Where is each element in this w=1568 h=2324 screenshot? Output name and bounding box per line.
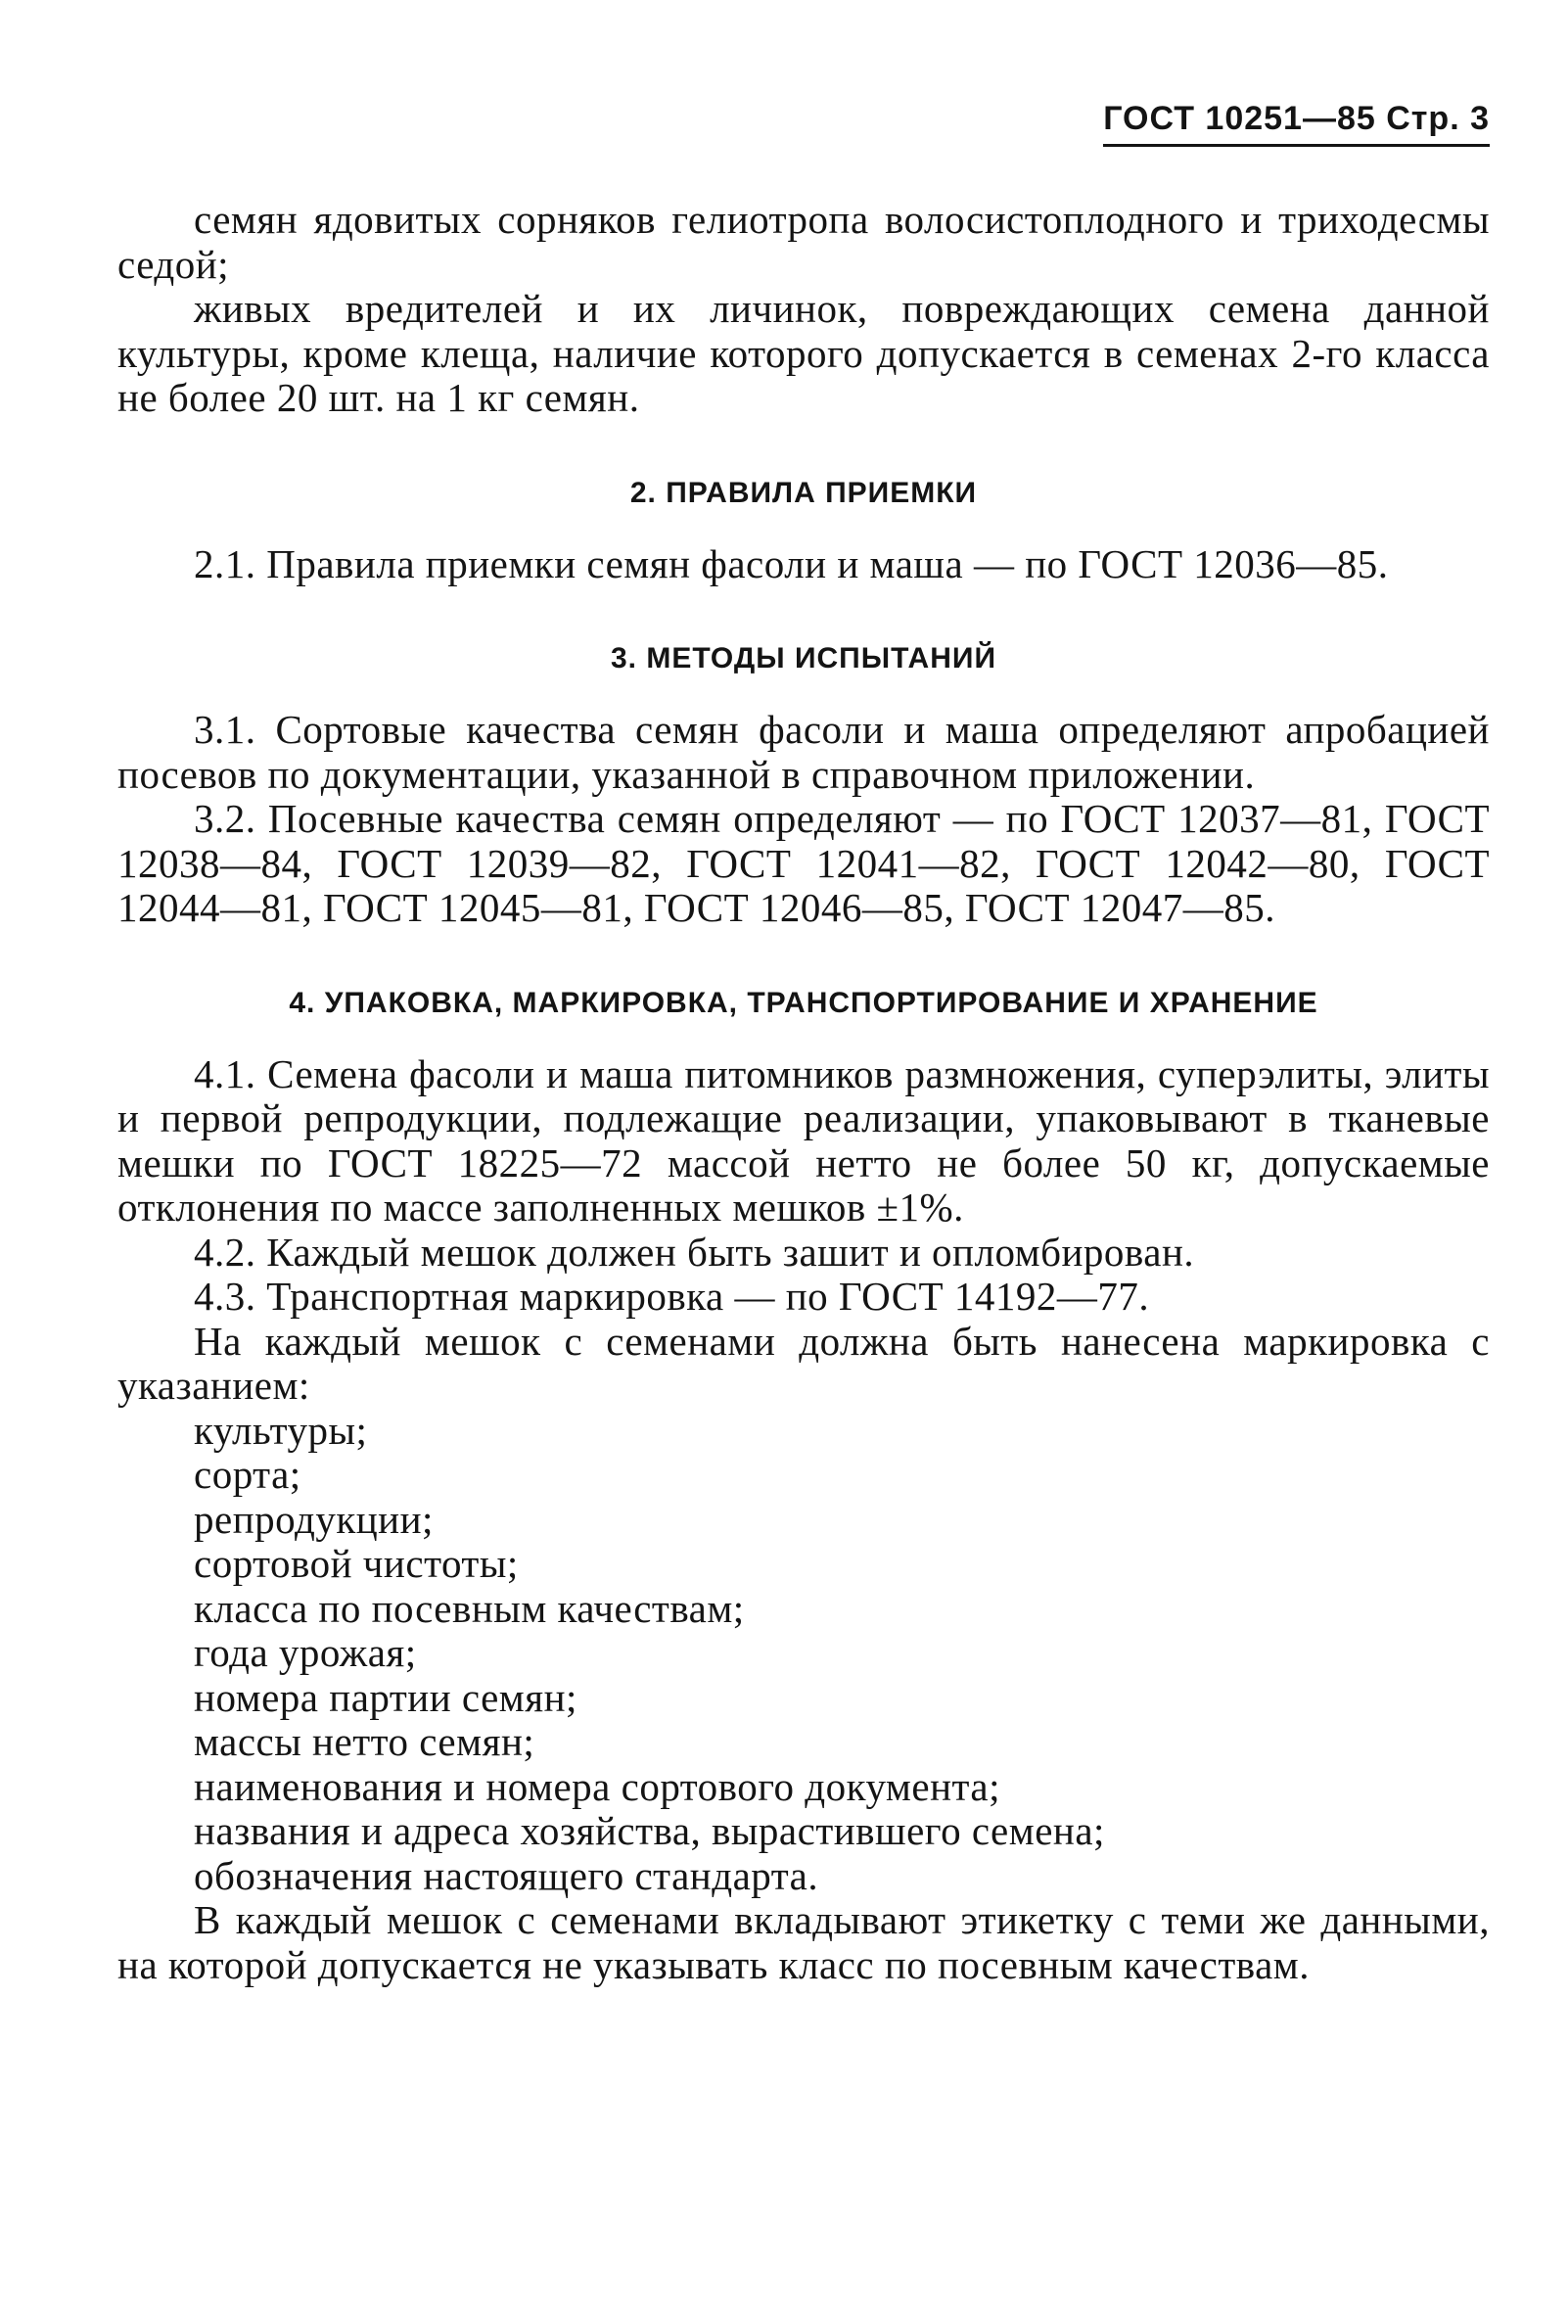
marking-item: сортовой чистоты;: [194, 1541, 519, 1586]
marking-item: культуры;: [194, 1407, 368, 1453]
marking-item: репродукции;: [194, 1496, 434, 1542]
paragraph-4-1: 4.1. Семена фасоли и маша питомников размножения, суперэлиты, элиты и первой репродукции, подлежащие реализации, упаковывают в тканевые мешки по ГОСТ 18225—72 массой нетто не более 50 кг, допускаемые отклонения по массе заполненных мешков ±1%.: [117, 1050, 1490, 1230]
marking-intro: На каждый мешок с семенами должна быть нанесена маркировка с указанием:: [117, 1318, 1490, 1408]
marking-list: [117, 1409, 1490, 1899]
marking-item: названия и адреса хозяйства, вырастившего семена;: [194, 1808, 1105, 1853]
paragraph-4-2: 4.2. Каждый мешок должен быть зашит и опломбирован.: [194, 1229, 1195, 1275]
marking-item: года урожая;: [194, 1630, 417, 1675]
marking-item: обозначения настоящего стандарта.: [194, 1852, 819, 1898]
paragraph-3-1: 3.1. Сортовые качества семян фасоли и маша определяют апробацией посевов по документации, указанной в справочном приложении.: [117, 707, 1490, 797]
marking-item: номера партии семян;: [194, 1674, 577, 1720]
paragraph-2-1: 2.1. Правила приемки семян фасоли и маша — по ГОСТ 12036—85.: [194, 540, 1389, 586]
section-3-heading: 3. МЕТОДЫ ИСПЫТАНИЙ: [611, 642, 996, 674]
paragraph-4-3: 4.3. Транспортная маркировка — по ГОСТ 14192—77.: [194, 1274, 1150, 1319]
document-body: [117, 198, 1490, 1987]
page-header: [1103, 100, 1490, 147]
marking-item: класса по посевным качествам;: [194, 1585, 745, 1631]
marking-item: массы нетто семян;: [194, 1719, 535, 1764]
section-4-heading: 4. УПАКОВКА, МАРКИРОВКА, ТРАНСПОРТИРОВАНИЕ И ХРАНЕНИЕ: [289, 986, 1318, 1019]
page-reference: ГОСТ 10251—85 Стр. 3: [1103, 100, 1490, 137]
intro-paragraph-1: семян ядовитых сорняков гелиотропа волосистоплодного и триходесмы седой;: [117, 197, 1490, 287]
marking-item: наименования и номера сортового документа;: [194, 1763, 1001, 1809]
label-paragraph: В каждый мешок с семенами вкладывают этикетку с теми же данными, на которой допускается не указывать класс по посевным качествам.: [117, 1897, 1490, 1987]
paragraph-3-2: 3.2. Посевные качества семян определяют — по ГОСТ 12037—81, ГОСТ 12038—84, ГОСТ 12039—82, ГОСТ 12041—82, ГОСТ 12042—80, ГОСТ 12044—81, ГОСТ 12045—81, ГОСТ 12046—85, ГОСТ 12047—85.: [117, 796, 1490, 930]
section-2-heading: 2. ПРАВИЛА ПРИЕМКИ: [629, 476, 978, 509]
marking-item: сорта;: [194, 1452, 301, 1497]
intro-paragraph-2: живых вредителей и их личинок, повреждающих семена данной культуры, кроме клеща, наличие которого допускается в семенах 2-го класса не более 20 шт. на 1 кг семян.: [117, 286, 1490, 420]
